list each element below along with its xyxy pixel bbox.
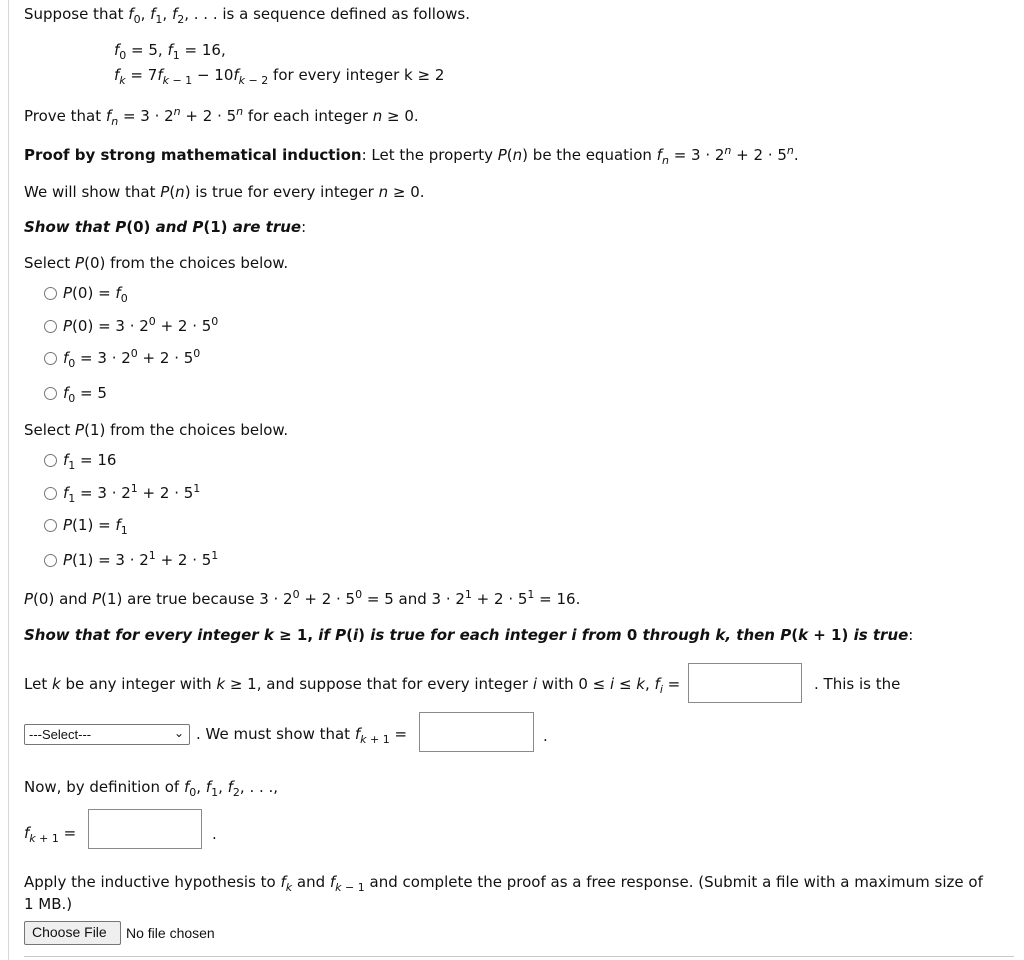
show-all-text: We will show that P(n) is true for every integer n ≥ 0. — [24, 183, 425, 201]
let-k-text: Let k be any integer with k ≥ 1, and suppose that for every integer i with 0 ≤ i ≤ k, $f_i$ = — [24, 675, 681, 696]
radio-icon[interactable] — [44, 519, 57, 532]
fk-plus-1-target-input[interactable] — [419, 712, 534, 752]
radio-icon[interactable] — [44, 487, 57, 500]
radio-icon[interactable] — [44, 287, 57, 300]
this-is-the-text: . This is the — [814, 675, 901, 693]
p1-choice-1[interactable]: $f_1 = 16$ — [44, 451, 116, 469]
apply-text: Apply the inductive hypothesis to $f_k$ and $f_{k - 1}$ and complete the proof as a free response. (Submit a file with a maximum size of — [24, 873, 983, 894]
hypothesis-select[interactable]: ---Select--- ⌄ — [24, 724, 190, 745]
file-status: No file chosen — [126, 925, 215, 941]
p1-choice-2[interactable]: $f_1 = 3 \cdot 2^1 + 2 \cdot 5^1$ — [44, 484, 200, 502]
p1-choice-3[interactable]: $P(1) = f_1$ — [44, 516, 128, 534]
choose-file-button[interactable]: Choose File — [24, 921, 121, 945]
radio-icon[interactable] — [44, 352, 57, 365]
p1-choice-4[interactable]: $P(1) = 3 \cdot 2^1 + 2 \cdot 5^1$ — [44, 551, 218, 569]
select-p1-prompt: Select P(1) from the choices below. — [24, 421, 289, 439]
prove-statement: Prove that $f_n = 3 \cdot 2^n + 2 \cdot 5^n$ for each integer n ≥ 0. — [24, 105, 419, 128]
proof-intro: Proof by strong mathematical induction: Let the property P(n) be the equation $f_n = 3 \cdot 2^n + 2 \cdot 5^n$. — [24, 144, 799, 167]
left-border — [8, 0, 9, 960]
definition-line-2: $f_k = 7f_{k - 1} - 10f_{k - 2}$ for every integer k ≥ 2 — [114, 66, 445, 87]
fk1-label: $f_{k + 1}$ = — [24, 824, 77, 845]
period: . — [543, 727, 548, 745]
p0-choice-3[interactable]: $f_0 = 3 \cdot 2^0 + 2 \cdot 5^0$ — [44, 349, 200, 367]
radio-icon[interactable] — [44, 320, 57, 333]
basis-conclusion: P(0) and P(1) are true because $3 \cdot 2^0 + 2 \cdot 5^0 = 5$ and $3 \cdot 2^1 + 2 \cdot 5^1 = 16$. — [24, 588, 581, 608]
definition-line-1: $f_0 = 5$, $f_1 = 16$, — [114, 41, 226, 62]
apply-text-line2: 1 MB.) — [24, 895, 73, 913]
radio-icon[interactable] — [44, 454, 57, 467]
now-definition-text: Now, by definition of $f_0$, $f_1$, $f_2$, . . ., — [24, 778, 279, 799]
must-show-text: . We must show that $f_{k + 1}$ = — [196, 725, 408, 746]
chevron-down-icon: ⌄ — [173, 726, 184, 740]
p0-choice-4[interactable]: $f_0 = 5$ — [44, 384, 107, 402]
radio-icon[interactable] — [44, 387, 57, 400]
radio-icon[interactable] — [44, 554, 57, 567]
fk-plus-1-expansion-input[interactable] — [88, 809, 202, 849]
inductive-heading: Show that for every integer k ≥ 1, if P(i) is true for each integer i from 0 through k, then P(k + 1) is true: — [24, 626, 914, 644]
p0-choice-2[interactable]: $P(0) = 3 \cdot 2^0 + 2 \cdot 5^0$ — [44, 317, 218, 335]
p0-choice-1[interactable]: $P(0) = f_0$ — [44, 284, 128, 302]
fi-answer-input[interactable] — [688, 663, 802, 703]
select-p0-prompt: Select P(0) from the choices below. — [24, 254, 289, 272]
basis-heading: Show that P(0) and P(1) are true: — [24, 218, 307, 236]
intro-text: Suppose that $f_0$, $f_1$, $f_2$, . . . is a sequence defined as follows. — [24, 5, 470, 26]
bottom-divider — [24, 956, 1014, 957]
period: . — [212, 825, 217, 843]
